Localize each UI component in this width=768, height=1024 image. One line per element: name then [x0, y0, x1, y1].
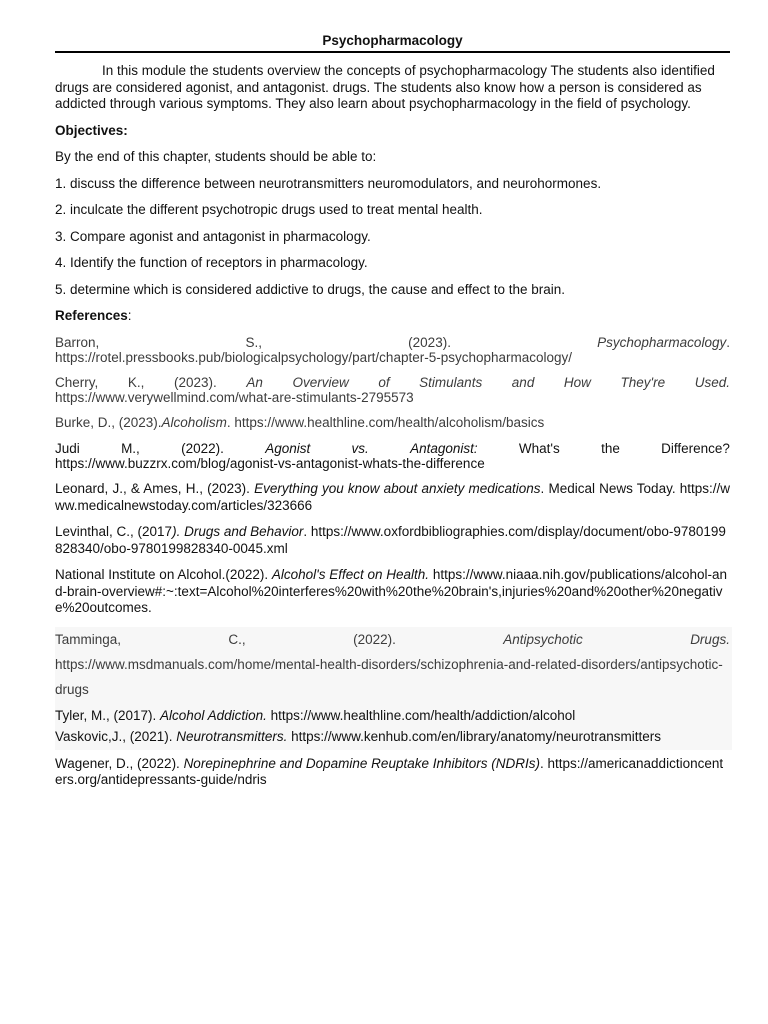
- ref-title: Psychopharmacology: [597, 334, 727, 350]
- ref-title: Alcohol Addiction.: [160, 707, 267, 723]
- reference-wagener: [55, 756, 730, 789]
- reference-judi: [55, 441, 730, 471]
- ref-initial: C.,: [228, 631, 246, 647]
- references-colon: :: [127, 308, 132, 323]
- ref-url[interactable]: https://www.niaaa.nih.gov/publications/alcohol-and-brain-overview#:~:text=Alcohol%20interferes%20with%20the%20brain's,injuries%20and%20other%20negative%20outcomes.: [55, 567, 727, 615]
- ref-url[interactable]: . Medical News Today. https://www.medicalnewstoday.com/articles/323666: [55, 481, 730, 513]
- document-title: Psychopharmacology: [55, 33, 730, 53]
- reference-line: [55, 441, 730, 456]
- ref-url[interactable]: https://www.buzzrx.com/blog/agonist-vs-antagonist-whats-the-difference: [55, 456, 485, 471]
- ref-title-word: vs.: [351, 441, 369, 456]
- ref-year: (2022).: [353, 631, 396, 647]
- reference-levinthal: [55, 524, 730, 557]
- ref-author: Judi: [55, 441, 80, 456]
- reference-cherry: [55, 375, 730, 405]
- ref-punct: .: [726, 334, 730, 350]
- objective-item: 2. inculcate the different psychotropic drugs used to treat mental health.: [55, 202, 483, 217]
- ref-url[interactable]: https://www.kenhub.com/en/library/anatomy/neurotransmitters: [287, 729, 662, 744]
- references-label: References: [55, 308, 128, 323]
- ref-year: (2022).: [181, 441, 224, 456]
- ref-title-word: of: [378, 374, 390, 390]
- ref-title-word: Stimulants: [419, 374, 483, 390]
- ref-initial: M.,: [121, 441, 140, 456]
- ref-author: Wagener, D., (2022).: [55, 755, 184, 771]
- ref-initial: K.,: [127, 374, 145, 390]
- ref-author: Burke, D., (2023).: [55, 414, 162, 430]
- ref-url[interactable]: . https://americanaddictioncenters.org/antidepressants-guide/ndris: [55, 755, 724, 787]
- ref-title-word: Antagonist:: [410, 441, 478, 456]
- objective-item: 1. discuss the difference between neurotransmitters neuromodulators, and neurohormones.: [55, 175, 602, 191]
- ref-title: Neurotransmitters.: [176, 729, 288, 744]
- ref-author: Levinthal, C., (2017: [55, 524, 173, 539]
- reference-line: [55, 335, 730, 350]
- ref-title: ). Drugs and Behavior: [172, 524, 304, 539]
- ref-title-word: Used.: [694, 374, 730, 390]
- ref-title: Alcohol's Effect on Health.: [271, 567, 430, 582]
- objective-item: 4. Identify the function of receptors in pharmacology.: [55, 255, 368, 270]
- ref-title-wrap: [597, 335, 730, 350]
- reference-leonard: [55, 481, 730, 514]
- references-heading: [55, 308, 730, 325]
- ref-year: (2023).: [408, 334, 451, 350]
- ref-url[interactable]: https://www.msdmanuals.com/home/mental-health-disorders/schizophrenia-and-related-disorders/antipsychotic-drugs: [55, 656, 723, 697]
- ref-author: Vaskovic,J., (2021).: [55, 729, 177, 744]
- ref-title: Norepinephrine and Dopamine Reuptake Inhibitors (NDRIs): [183, 755, 540, 771]
- ref-author: Tyler, M., (2017).: [55, 707, 161, 723]
- ref-author: Cherry,: [55, 374, 99, 390]
- reference-line: [55, 375, 730, 390]
- intro-paragraph: In this module the students overview the concepts of psychopharmacology The students also identified drugs are considered agonist, and antagonist. drugs. The students also know how a person is considered as addicted through various symptoms. They also learn about psychopharmacology in the field of psychology.: [55, 63, 715, 111]
- objectives-lead: By the end of this chapter, students should be able to:: [55, 149, 377, 164]
- ref-url[interactable]: https://rotel.pressbooks.pub/biologicalpsychology/part/chapter-5-psychopharmacology/: [55, 349, 573, 365]
- ref-url[interactable]: . https://www.healthline.com/health/alcoholism/basics: [226, 414, 545, 430]
- ref-title: Antipsychotic: [503, 631, 583, 647]
- ref-title-word: Overview: [292, 374, 349, 390]
- ref-title-word: Agonist: [265, 441, 311, 456]
- reference-niaaa: [55, 567, 730, 617]
- ref-initial: S.,: [245, 334, 262, 350]
- ref-title-word: An: [246, 374, 263, 390]
- ref-title: Alcoholism: [161, 414, 227, 430]
- ref-title-word: and: [511, 374, 535, 390]
- ref-url[interactable]: . https://www.oxfordbibliographies.com/display/document/obo-9780199828340/obo-9780199828340-0045.xml: [55, 524, 726, 556]
- objective-item: 5. determine which is considered addictive to drugs, the cause and effect to the brain.: [55, 281, 566, 297]
- ref-title-word: Difference?: [661, 441, 730, 456]
- ref-author: Leonard, J., & Ames, H., (2023).: [55, 481, 255, 496]
- objective-item: 3. Compare agonist and antagonist in pharmacology.: [55, 228, 371, 244]
- document-page: [55, 33, 730, 799]
- ref-author: Barron,: [55, 334, 100, 350]
- ref-title-word: Drugs.: [690, 631, 730, 647]
- ref-author: National Institute on Alcohol.(2022).: [55, 567, 272, 582]
- reference-tamminga: [55, 627, 730, 708]
- reference-barron: [55, 335, 730, 365]
- ref-url[interactable]: https://www.verywellmind.com/what-are-stimulants-2795573: [55, 389, 414, 405]
- objectives-heading: Objectives:: [55, 122, 128, 138]
- ref-author: Tamminga,: [55, 631, 122, 647]
- ref-title: Everything you know about anxiety medications: [254, 481, 541, 496]
- ref-title-word: the: [601, 441, 620, 456]
- ref-year: (2023).: [173, 374, 217, 390]
- ref-title-word: They're: [620, 374, 666, 390]
- reference-line: [55, 627, 730, 652]
- reference-vaskovic: [55, 729, 730, 746]
- reference-burke: [55, 415, 730, 432]
- ref-title-word: How: [563, 374, 591, 390]
- ref-url[interactable]: https://www.healthline.com/health/addiction/alcohol: [266, 707, 576, 723]
- ref-title-word: What's: [518, 441, 560, 456]
